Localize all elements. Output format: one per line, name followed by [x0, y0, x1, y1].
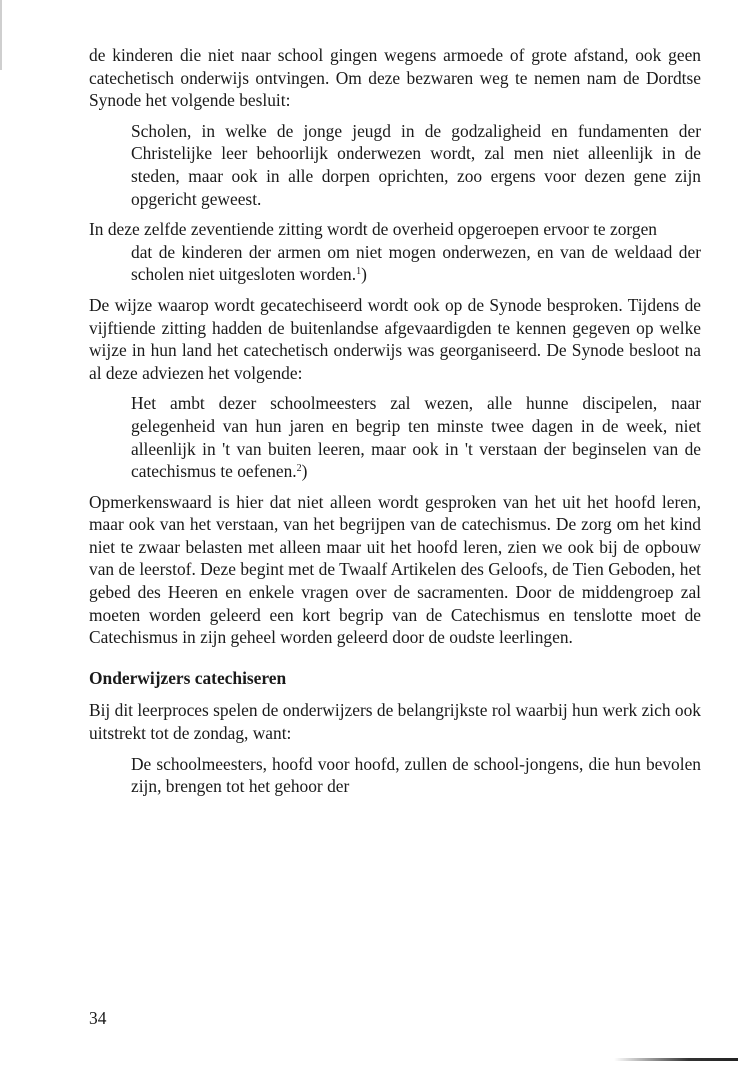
- quote-1: Scholen, in welke de jonge jeugd in de godzaligheid en fundamenten der Christelijke leer behoorlijk onderwezen wordt, zal men niet alleenlijk in de steden, maar ook in alle dorpen oprichten, zoo ergens voor dezen gene zijn opgericht geweest.: [131, 120, 701, 209]
- quote-3-text: Het ambt dezer schoolmeesters zal wezen, alle hunne discipelen, naar gelegenheid van hun jaren en begrip ten minste twee dagen in de week, niet alleenlijk in 't van buiten leeren, maar ook in 't verstaan der beginselen van de catechismus te oefenen.: [131, 393, 701, 482]
- paragraph-2: In deze zelfde zeventiende zitting wordt de overheid opgeroepen ervoor te zorgen: [89, 219, 657, 240]
- quote-3: [131, 392, 701, 482]
- page-body: [89, 44, 701, 806]
- page-number: 34: [89, 1008, 107, 1028]
- bottom-edge-mark: [614, 1058, 738, 1061]
- quote-2-text: dat de kinderen der armen om niet mogen onderwezen, en van de weldaad der scholen niet uitgesloten worden.: [131, 241, 701, 285]
- quote-2: [131, 241, 701, 286]
- quote-4: De schoolmeesters, hoofd voor hoofd, zullen de school-jongens, die hun bevolen zijn, brengen tot het gehoor der: [131, 753, 701, 797]
- footnote-close-2: ): [301, 461, 308, 482]
- footnote-close-1: ): [361, 264, 367, 285]
- footnote-marker-2: 2: [296, 463, 302, 475]
- footnote-marker-1: 1: [356, 266, 362, 278]
- paragraph-5: Bij dit leerproces spelen de onderwijzers de belangrijkste rol waarbij hun werk zich ook uitstrekt tot de zondag, want:: [89, 700, 701, 744]
- section-heading: Onderwijzers catechiseren: [89, 667, 287, 688]
- page-edge: [0, 0, 2, 70]
- paragraph-3: De wijze waarop wordt gecatechiseerd wordt ook op de Synode besproken. Tijdens de vijftiende zitting hadden de buitenlandse afgevaardigden te kennen gegeven op welke wijze in hun land het catechetisch onderwijs was georganiseerd. De Synode besloot na al deze adviezen het volgende:: [89, 294, 701, 383]
- paragraph-4: Opmerkenswaard is hier dat niet alleen wordt gesproken van het uit het hoofd leren, maar ook van het verstaan, van het begrijpen van de catechismus. De zorg om het kind niet te zwaar belasten met alleen maar uit het hoofd leren, zien we ook bij de opbouw van de leerstof. Deze begint met de Twaalf Artikelen des Geloofs, de Tien Geboden, het gebed des Heeren en enkele vragen over de sacramenten. Door de middengroep zal moeten worden geleerd een kort begrip van de Catechismus en tenslotte moet de Catechismus in zijn geheel worden geleerd door de oudste leerlingen.: [89, 491, 701, 648]
- paragraph-1: de kinderen die niet naar school gingen wegens armoede of grote afstand, ook geen catechetisch onderwijs ontvingen. Om deze bezwaren weg te nemen nam de Dordtse Synode het volgende besluit:: [89, 45, 701, 111]
